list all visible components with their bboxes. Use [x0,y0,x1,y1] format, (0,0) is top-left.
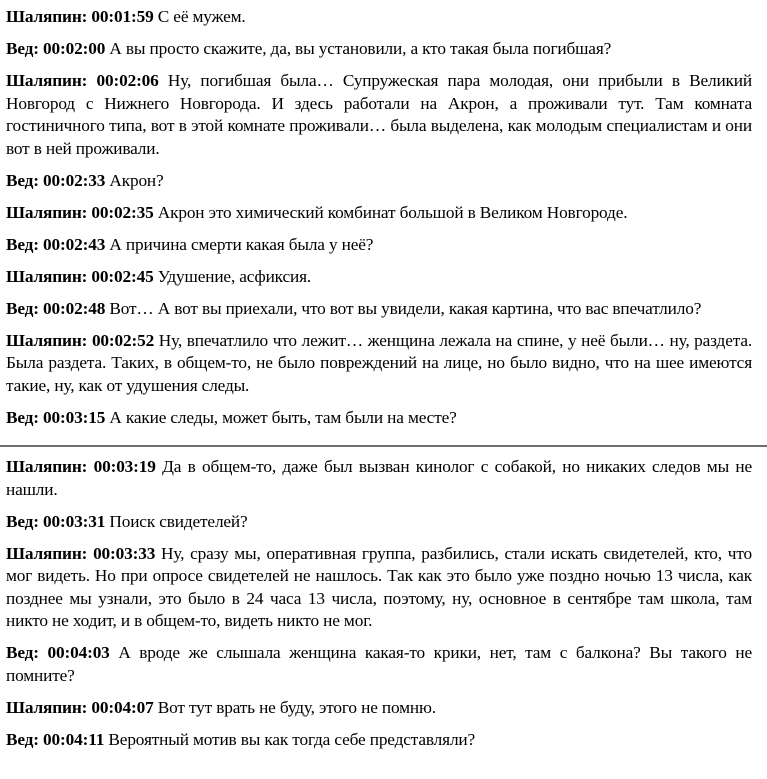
speaker-name: Шаляпин: [6,330,88,350]
transcript-paragraph [6,38,752,61]
utterance-text: Вероятный мотив вы как тогда себе представляли? [108,729,476,749]
speaker-timestamp [6,457,156,476]
timestamp: 00:02:52 [91,330,155,350]
utterance-text: Ну, сразу мы, оперативная группа, разбились, стали искать свидетелей, кто, что мог видеть. Но при опросе свидетелей не нашлось. Так как это было уже поздно ночью 13 числа, как позднее мы узнали, это было в 24 часа 13 числа, поэтому, ну, основное в сентябре там школа, там никто не ходит, и в общем-то, видеть никто не мог. [6,543,752,630]
speaker-timestamp [6,235,105,254]
speaker-name: Вед: [6,511,39,531]
speaker-name: Вед: [6,170,39,190]
utterance-text: С её мужем. [157,7,246,26]
utterance-text: Акрон? [109,170,164,190]
utterance-text: Вот… А вот вы приехали, что вот вы увидели, какая картина, что вас впечатлило? [109,298,702,318]
transcript-paragraph [6,407,752,430]
timestamp: 00:02:35 [91,202,154,222]
timestamp: 00:02:33 [43,170,106,190]
speaker-timestamp [6,698,154,717]
speaker-timestamp [6,730,104,749]
speaker-timestamp [6,203,154,222]
timestamp: 00:03:19 [93,457,156,476]
speaker-name: Шаляпин: [6,7,88,26]
utterance-text: Поиск свидетелей? [109,511,248,531]
timestamp: 00:02:06 [96,71,159,90]
speaker-timestamp [6,171,105,190]
speaker-name: Шаляпин: [6,71,88,90]
timestamp: 00:02:00 [43,39,106,58]
speaker-name: Шаляпин: [6,202,88,222]
timestamp: 00:02:43 [43,234,106,254]
timestamp: 00:04:11 [43,729,105,749]
speaker-name: Шаляпин: [6,457,88,476]
speaker-timestamp [6,544,155,563]
utterance-text: А какие следы, может быть, там были на месте? [109,407,457,427]
speaker-name: Шаляпин: [6,697,88,717]
speaker-timestamp [6,7,154,26]
transcript-paragraph [6,697,752,720]
transcript-paragraph [6,729,752,752]
utterance-text: А вы просто скажите, да, вы установили, а кто такая была погибшая? [109,39,612,58]
transcript-paragraph [6,170,752,193]
speaker-timestamp [6,299,105,318]
transcript-paragraph [6,642,752,687]
transcript-section-2 [0,456,767,751]
timestamp: 00:02:45 [91,266,154,286]
speaker-timestamp [6,39,105,58]
speaker-timestamp [6,71,159,90]
utterance-text: Акрон это химический комбинат большой в Великом Новгороде. [157,202,628,222]
timestamp: 00:03:31 [43,511,106,531]
transcript-paragraph [6,511,752,534]
timestamp: 00:02:48 [43,298,106,318]
speaker-timestamp [6,512,105,531]
transcript-paragraph [6,266,752,289]
speaker-name: Вед: [6,234,39,254]
section-divider [0,445,767,447]
utterance-text: Ну, погибшая была… Супружеская пара молодая, они прибыли в Великий Новгород с Нижнего Новгорода. И здесь работали на Акрон, а проживали тут. Там комната гостиничного типа, вот в этой комнате проживали… была выделена, как молодым специалистам и они вот в ней проживали. [6,71,752,158]
utterance-text: Удушение, асфиксия. [157,266,312,286]
utterance-text: Вот тут врать не буду, этого не помню. [157,697,436,717]
timestamp: 00:03:15 [43,407,106,427]
speaker-name: Вед: [6,729,39,749]
speaker-timestamp [6,408,105,427]
transcript-paragraph [6,298,752,321]
transcript-paragraph [6,543,752,633]
transcript-paragraph [6,202,752,225]
utterance-text: Да в общем-то, даже был вызван кинолог с собакой, но никаких следов мы не нашли. [6,457,753,499]
timestamp: 00:04:07 [91,697,154,717]
speaker-name: Вед: [6,39,39,58]
speaker-name: Вед: [6,407,39,427]
speaker-name: Шаляпин: [6,543,88,563]
speaker-timestamp [6,267,154,286]
transcript-paragraph [6,70,752,160]
transcript-paragraph [6,6,752,29]
utterance-text: Ну, впечатлило что лежит… женщина лежала на спине, у неё были… ну, раздета. Была раздета. Таких, в общем-то, не было повреждений на лице, но было видно, что на шее имеются такие, ну, как от удушения следы. [6,330,753,395]
speaker-timestamp [6,643,110,662]
utterance-text: А вроде же слышала женщина какая-то крики, нет, там с балкона? Вы такого не помните? [6,643,752,685]
timestamp: 00:01:59 [91,7,154,26]
transcript-paragraph [6,234,752,257]
speaker-name: Шаляпин: [6,266,88,286]
transcript-paragraph [6,330,752,398]
speaker-timestamp [6,331,154,350]
utterance-text: А причина смерти какая была у неё? [109,234,374,254]
speaker-name: Вед: [6,298,39,318]
transcript-paragraph [6,456,752,501]
timestamp: 00:03:33 [93,543,156,563]
timestamp: 00:04:03 [47,643,110,662]
speaker-name: Вед: [6,643,39,662]
